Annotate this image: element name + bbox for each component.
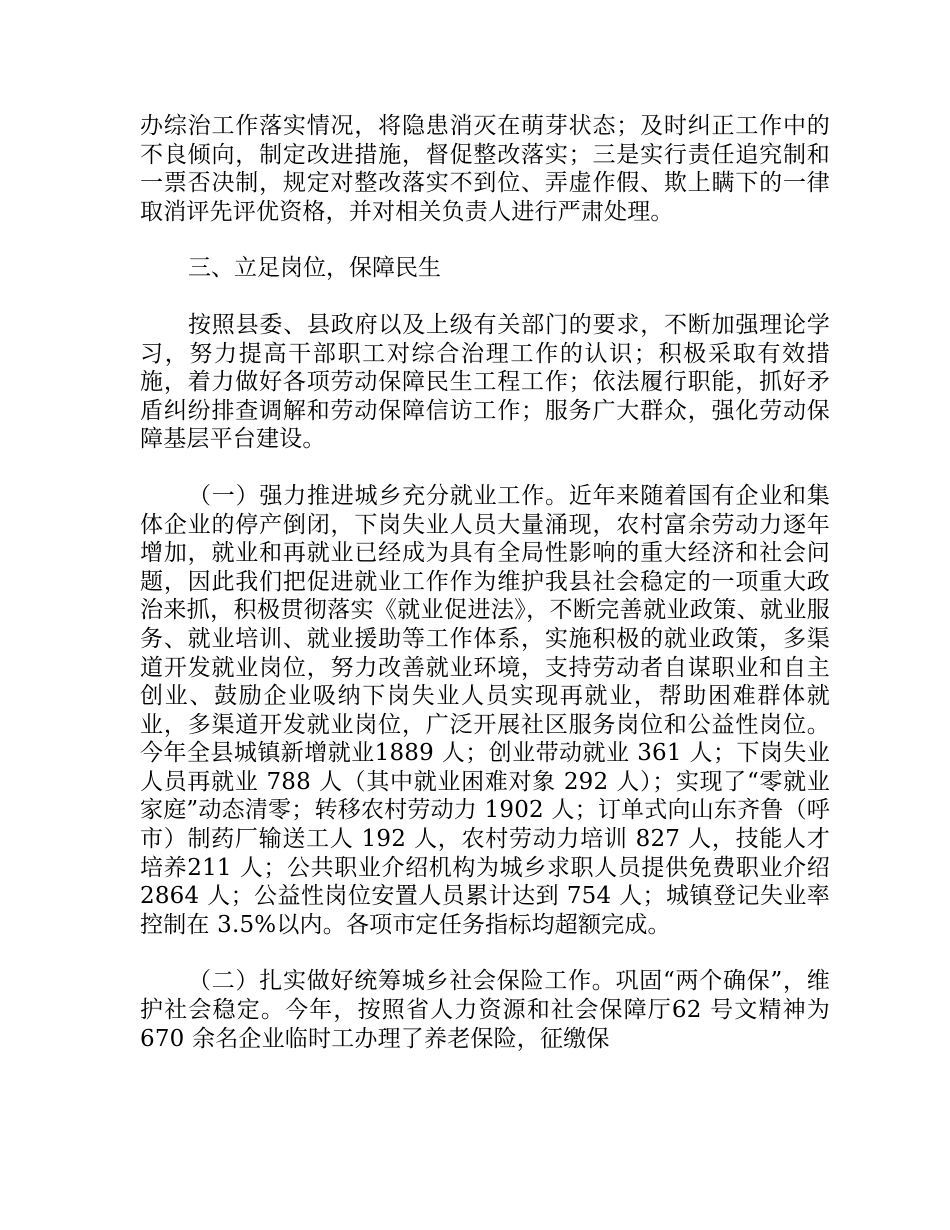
section-heading: 三、立足岗位，保障民生 (188, 255, 441, 282)
document-page (140, 112, 830, 1081)
paragraph-1: 办综治工作落实情况，将隐患消灭在萌芽状态；及时纠正工作中的不良倾向，制定改进措施，督促整改落实；三是实行责任追究制和一票否决制，规定对整改落实不到位、弄虚作假、欺上瞒下的一律取消评先评优资格，并对相关负责人进行严肃处理。 (140, 113, 830, 225)
paragraph-2: 按照县委、县政府以及上级有关部门的要求，不断加强理论学习，努力提高干部职工对综合治理工作的认识；积极采取有效措施，着力做好各项劳动保障民生工程工作；依法履行职能，抓好矛盾纠纷排查调解和劳动保障信访工作；服务广大群众，强化劳动保障基层平台建设。 (140, 311, 830, 453)
paragraph-3: （一）强力推进城乡充分就业工作。近年来随着国有企业和集体企业的停产倒闭，下岗失业人员大量涌现，农村富余劳动力逐年增加，就业和再就业已经成为具有全局性影响的重大经济和社会问题，因此我们把促进就业工作作为维护我县社会稳定的一项重大政治来抓，积极贯彻落实《就业促进法》，不断完善就业政策、就业服务、就业培训、就业援助等工作体系，实施积极的就业政策，多渠道开发就业岗位，努力改善就业环境，支持劳动者自谋职业和自主创业、鼓励企业吸纳下岗失业人员实现再就业，帮助困难群体就业，多渠道开发就业岗位，广泛开展社区服务岗位和公益性岗位。今年全县城镇新增就业1889 人；创业带动就业 361 人；下岗失业人员再就业 788 人（其中就业困难对象 292 人）；实现了“零就业家庭”动态清零；转移农村劳动力 1902 人；订单式向山东齐鲁（呼市）制药厂输送工人 192 人，农村劳动力培训 827 人，技能人才培养211 人；公共职业介绍机构为城乡求职人员提供免费职业介绍2864 人；公益性岗位安置人员累计达到 754 人；城镇登记失业率控制在 3.5%以内。各项市定任务指标均超额完成。 (140, 482, 830, 938)
paragraph-4: （二）扎实做好统筹城乡社会保险工作。巩固“两个确保”，维护社会稳定。今年，按照省人力资源和社会保障厅62 号文精神为 670 余名企业临时工办理了养老保险，征缴保 (140, 968, 830, 1052)
